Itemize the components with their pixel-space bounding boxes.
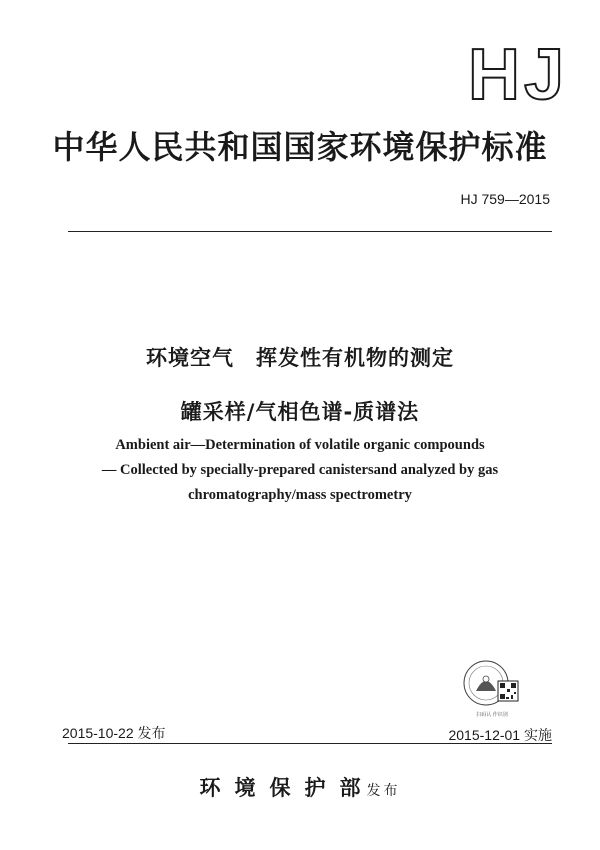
english-title-line-3: chromatography/mass spectrometry — [188, 487, 412, 503]
bottom-divider — [68, 743, 552, 744]
standard-number: HJ 759—2015 — [460, 191, 550, 207]
top-divider — [68, 231, 552, 232]
hj-logo: HJ — [467, 35, 568, 115]
seal-caption: 扫码认 作识别 — [476, 712, 508, 718]
issuer-line — [0, 772, 600, 802]
chinese-title-line-1: 环境空气 挥发性有机物的测定 — [146, 346, 454, 370]
anti-counterfeit-seal-icon — [462, 657, 522, 719]
implementation-date: 2015-12-01 实施 — [448, 727, 552, 743]
english-title-line-2: — Collected by specially-prepared canistersand analyzed by gas — [101, 462, 499, 478]
chinese-title-line-2: 罐采样/气相色谱-质谱法 — [180, 400, 420, 424]
organization-title: 中华人民共和国国家环境保护标准 — [52, 128, 548, 166]
english-title-line-1: Ambient air—Determination of volatile organic compounds — [115, 437, 485, 453]
issuer-suffix: 发布 — [366, 783, 401, 799]
issuer-name: 环境保护部 — [199, 775, 375, 800]
issue-date: 2015-10-22 发布 — [62, 725, 166, 741]
